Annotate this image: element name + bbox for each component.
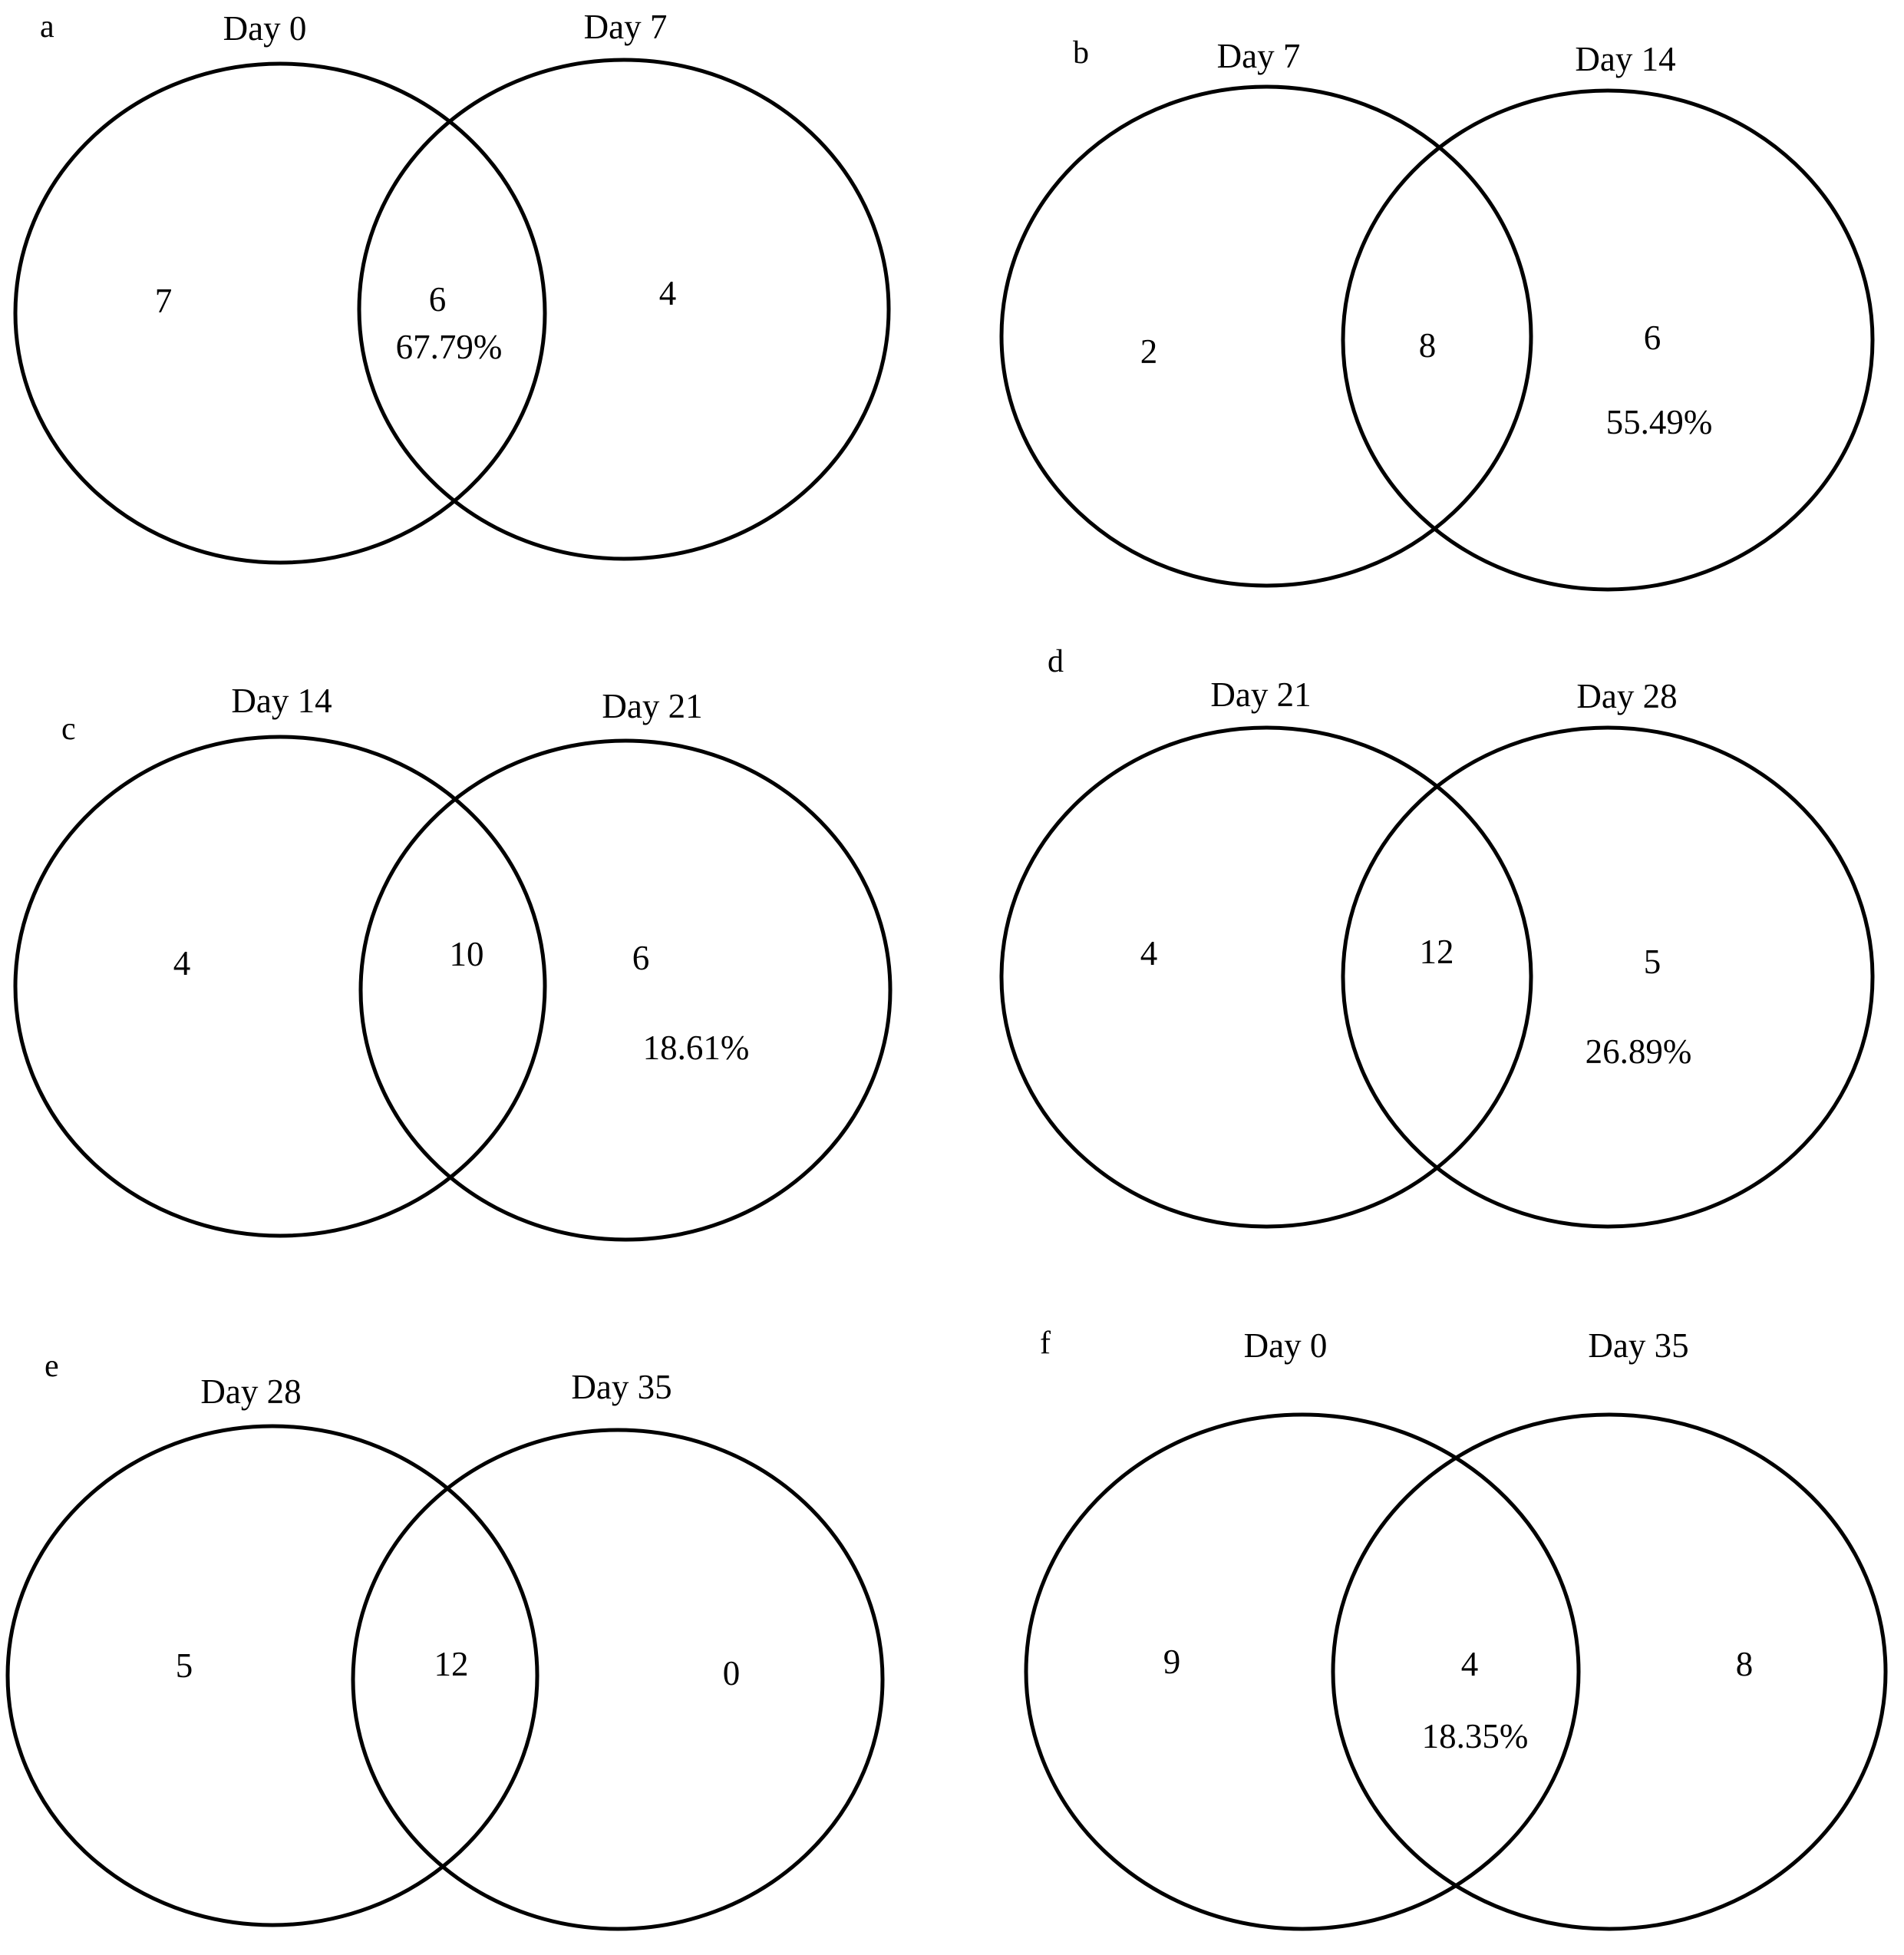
left-only-count: 5 (175, 1646, 193, 1685)
shared-count: 12 (434, 1645, 469, 1683)
shared-count: 4 (1460, 1645, 1479, 1683)
left-set-label: Day 21 (1210, 675, 1312, 714)
overlap-percentage: 26.89% (1585, 1032, 1692, 1071)
left-set-ellipse (15, 64, 545, 563)
overlap-percentage: 67.79% (395, 328, 503, 366)
left-set-ellipse (1001, 728, 1531, 1227)
left-set-label: Day 28 (200, 1372, 302, 1411)
right-set-ellipse (353, 1430, 883, 1929)
venn-panel-c (15, 682, 890, 1240)
left-set-ellipse (1026, 1415, 1579, 1929)
right-only-count: 5 (1643, 943, 1661, 981)
right-set-ellipse (1343, 728, 1873, 1227)
right-only-count: 8 (1735, 1645, 1754, 1683)
left-only-count: 4 (173, 944, 191, 982)
right-set-ellipse (1333, 1415, 1886, 1929)
right-set-label: Day 35 (1588, 1326, 1689, 1365)
panel-letter: b (1073, 35, 1089, 71)
right-set-label: Day 35 (571, 1368, 672, 1406)
left-set-label: Day 14 (231, 682, 332, 720)
right-set-label: Day 21 (602, 687, 703, 725)
panel-letter: a (40, 9, 54, 45)
left-only-count: 9 (1163, 1643, 1181, 1681)
right-set-label: Day 7 (583, 8, 668, 46)
shared-count: 12 (1419, 933, 1454, 971)
panel-letter: d (1048, 644, 1064, 679)
panel-letter: e (45, 1349, 59, 1384)
panel-letter: c (61, 712, 76, 747)
left-only-count: 4 (1140, 934, 1158, 973)
left-only-count: 7 (154, 282, 173, 320)
right-only-count: 4 (658, 274, 677, 312)
left-set-label: Day 0 (223, 9, 307, 48)
overlap-percentage: 18.61% (642, 1029, 750, 1067)
left-set-ellipse (1001, 87, 1531, 586)
overlap-percentage: 18.35% (1421, 1717, 1529, 1755)
left-set-label: Day 0 (1243, 1326, 1328, 1365)
left-set-label: Day 7 (1216, 37, 1301, 75)
venn-panel-a (15, 8, 889, 563)
shared-count: 6 (428, 280, 447, 319)
right-only-count: 6 (1643, 319, 1661, 357)
panel-letter: f (1040, 1326, 1051, 1361)
right-only-count: 6 (632, 939, 650, 977)
venn-panel-e (8, 1349, 883, 1929)
left-set-ellipse (15, 737, 545, 1236)
venn-panel-f (1026, 1326, 1886, 1929)
shared-count: 10 (449, 935, 484, 973)
right-set-label: Day 28 (1576, 677, 1678, 715)
overlap-percentage: 55.49% (1605, 403, 1713, 441)
right-only-count: 0 (722, 1654, 741, 1692)
right-set-ellipse (361, 741, 890, 1240)
left-only-count: 2 (1140, 332, 1158, 371)
right-set-label: Day 14 (1575, 40, 1676, 78)
venn-panel-b (1001, 35, 1873, 589)
shared-count: 8 (1418, 326, 1437, 365)
venn-panel-d (1001, 644, 1873, 1227)
